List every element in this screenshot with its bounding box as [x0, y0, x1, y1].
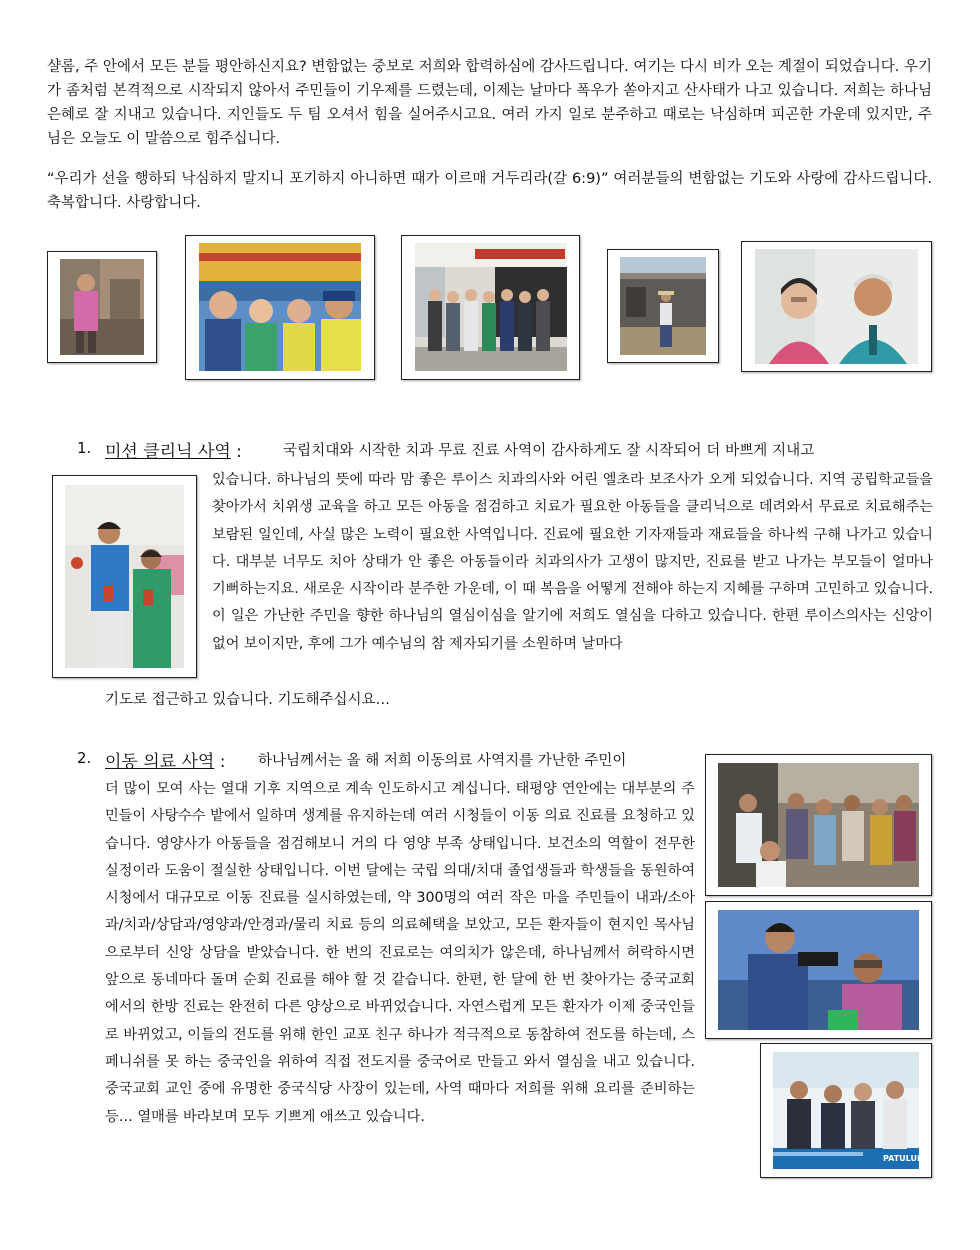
intro-greeting: 샬롬, 주 안에서 모든 분들 평안하신지요? 변함없는 중보로 저희와 합력하심에 감사드립니다. 여기는 다시 비가 오는 계절이 되었습니다. 우기가 좀처럼 본격적으로 시작되지 않아서 주민들이 기우제를 드렸는데, 이제는 날마다 폭우가 쏟아지고 산사태가 나고 있습니다. 저희는 하나님 은혜로 잘 지내고 있습니다. 지인들도 두 팀 오셔서 힘을 실어주시고요. 여러 가지 일로 분주하고 때로는 낙심하며 피곤한 가운데 있지만, 주님은 오늘도 이 말씀으로 힘주십니다. — [47, 59, 933, 147]
section2-body-rest: 더 많이 모여 사는 열대 기후 지역으로 계속 인도하시고 계십니다. 태평양 연안에는 대부분의 주민들이 사탕수수 밭에서 일하며 생계를 유지하는데 여러 시청들이 이동 의료 진료를 요청하고 있습니다. 영양사가 아동들을 점검해보니 거의 다 영양 부족 상태입니다. 보건소의 역할이 전무한 실정이라 도움이 절실한 상태입니다. 이번 달에는 국립 의대/치대 졸업생들과 학생들을 동원하여 시청에서 대규모로 이동 진료를 실시하였는데, 약 300명의 여러 작은 마을 주민들이 내과/소아과/치과/상담과/영양과/안경과/물리 치료 등의 의료혜택을 보았고, 모든 환자들이 현지인 목사님으로부터 신앙 상담을 받았습니다. 한 번의 진료로는 여의치가 않은데, 하나님께서 허락하시면 앞으로 동네마다 돌며 순회 진료를 해야 할 것 같습니다. 한편, 한 달에 한 번 찾아가는 중국교회에서의 한방 진료는 완전히 다른 양상으로 바뀌었습니다. 자연스럽게 모든 환자가 이제 중국인들로 바뀌었고, 이들의 전도를 위해 한인 교포 친구 하나가 적극적으로 동참하여 전도를 하는데, 스페니쉬를 못 하는 중국인을 위하여 직접 전도지를 중국어로 만들고 와서 열심을 내고 있습니다. 중국교회 교인 중에 유명한 중국식당 사장이 있는데, 사역 때마다 저희를 위해 요리를 준비하는 등… 열매를 바라보며 모두 기쁘게 애쓰고 있습니다. — [105, 781, 695, 1125]
photo-frame-dentist — [52, 475, 197, 678]
section2-title: 이동 의료 사역 — [105, 752, 215, 772]
photo-caption: PATULUL — [883, 1154, 923, 1163]
section1-body-first: 국립치대와 시작한 치과 무료 진료 사역이 감사하게도 잘 시작되어 더 바쁘게 지내고 — [283, 443, 815, 459]
team-banner-photo — [773, 1052, 919, 1169]
section1-number: 1. — [77, 439, 92, 457]
section2-number: 2. — [77, 749, 92, 767]
section1-heading — [105, 437, 242, 462]
woman-at-brick-wall-photo — [60, 259, 144, 355]
clinic-crowd-photo — [718, 763, 919, 887]
photo-frame-5 — [741, 241, 932, 372]
photo-frame-3 — [401, 235, 580, 380]
section1-body-last: 기도로 접근하고 있습니다. 기도해주십시요… — [105, 692, 391, 708]
photo-frame-4 — [607, 249, 719, 363]
eye-exam-photo — [718, 910, 919, 1030]
photo-frame-eye-exam — [705, 901, 932, 1039]
section1-title: 미션 클리닉 사역 — [105, 442, 231, 462]
group-selfie-bus-photo — [199, 243, 361, 371]
man-by-shack-photo — [620, 257, 706, 355]
intro-verse: “우리가 선을 행하되 낙심하지 말지니 포기하지 아니하면 때가 이르매 거두리라(갈 6:9)” 여러분들의 변함없는 기도와 사랑에 감사드립니다. 축복합니다. 사랑합니다. — [47, 171, 932, 211]
section1-colon: : — [230, 442, 242, 462]
photo-frame-crowd — [705, 754, 932, 896]
section2-body-first: 하나님께서는 올 해 저희 이동의료 사역지를 가난한 주민이 — [258, 753, 627, 769]
section1-body-rest: 있습니다. 하나님의 뜻에 따라 맘 좋은 루이스 치과의사와 어린 엘초라 보조사가 오게 되었습니다. 지역 공립학교들을 찾아가서 치위생 교육을 하고 모든 아동을 점검하고 치료가 필요한 아동들을 클리닉으로 데려와서 무료로 치료해주는 보람된 일인데, 사실 많은 노력이 필요한 사역입니다. 진료에 필요한 기자재들과 재료들을 하나씩 구해 나가고 있습니다. 대부분 너무도 치아 상태가 안 좋은 아동들이라 치과의사가 고생이 많지만, 진료를 받고 나가는 부모들이 얼마나 기뻐하는지요. 새로운 시작이라 분주한 가운데, 이 때 복음을 어떻게 전해야 하는지 지혜를 구하며 고민하고 있습니다. 이 일은 가난한 주민을 향한 하나님의 열심이심을 알기에 저희도 열심을 다하고 있습니다. 한편 루이스의사는 신앙이 없어 보이지만, 후에 그가 예수님의 참 제자되기를 소원하며 날마다 — [212, 472, 933, 652]
section2-heading — [105, 747, 225, 772]
couple-portrait-photo — [755, 249, 918, 364]
photo-frame-1 — [47, 251, 157, 363]
group-at-clinic-entrance-photo — [415, 243, 567, 371]
dentist-and-assistant-photo — [65, 485, 184, 668]
photo-frame-2 — [185, 235, 375, 380]
section2-colon: : — [214, 752, 226, 772]
photo-frame-team — [760, 1043, 932, 1178]
